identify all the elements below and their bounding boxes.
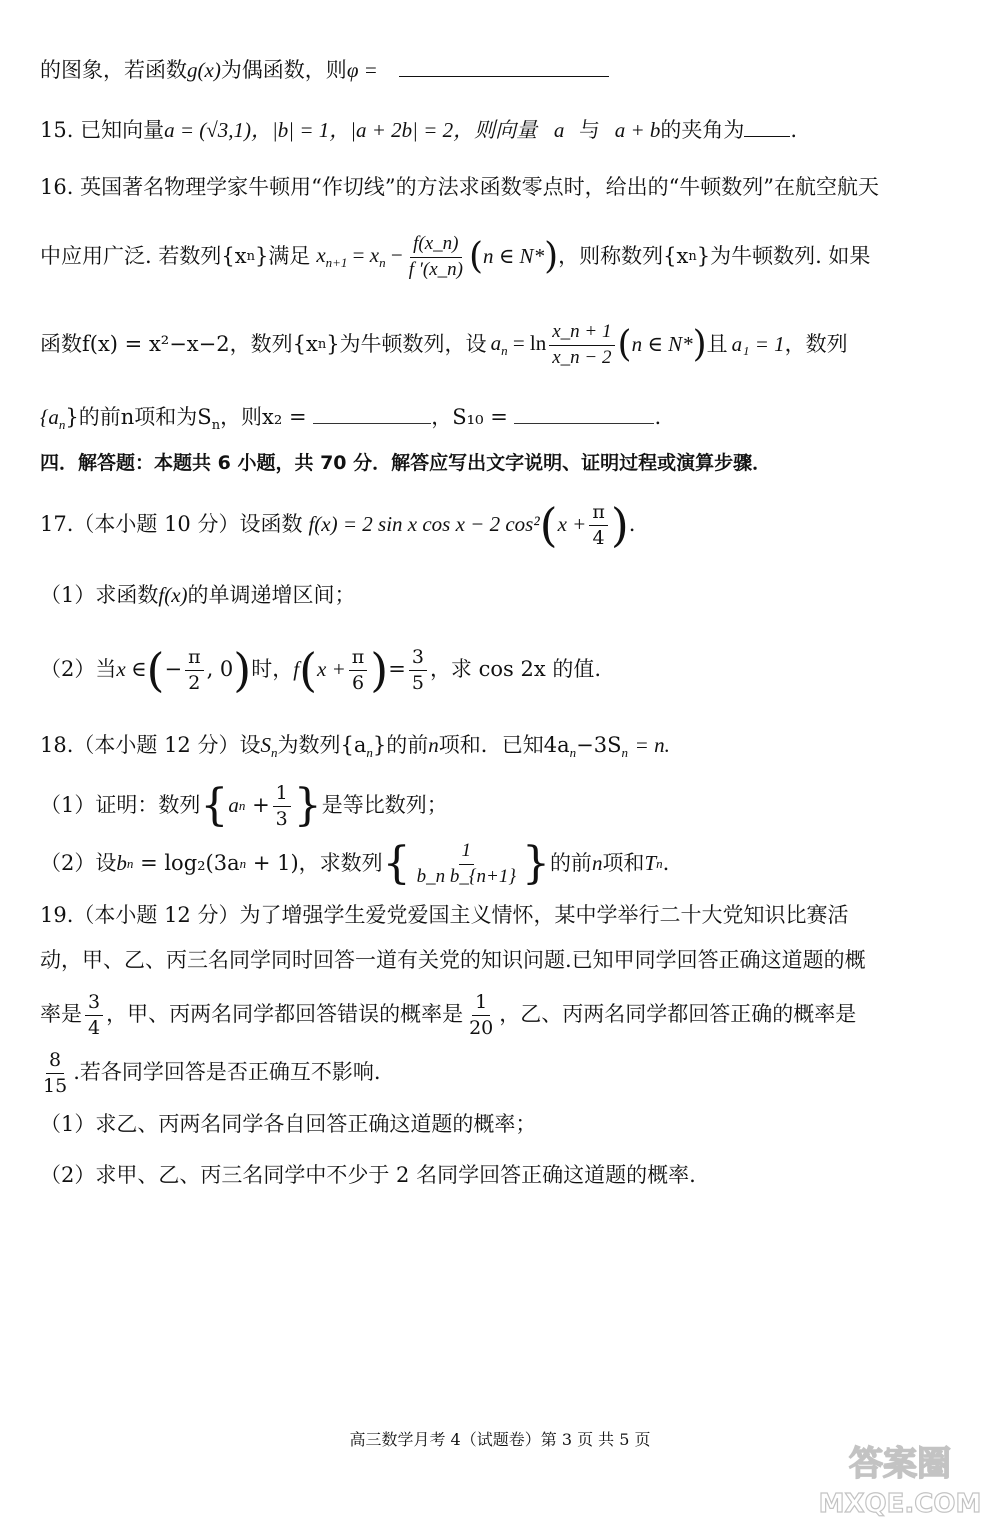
q17-function: f(x) = 2 sin x cos x − 2 cos² xyxy=(308,512,540,537)
q15-text: 已知向量 xyxy=(80,118,165,142)
svg-text:答案圈: 答案圈 xyxy=(849,1444,951,1484)
q15-text-end: 的夹角为 xyxy=(660,118,745,142)
q15-vector-a: a xyxy=(553,118,565,142)
q19-line-3: 率是 $\frac{3}{4}$ ，甲、丙两名同学都回答错误的概率是 $\frac{1}{20}$ ，乙、丙两名同学都回答正确的概率是 xyxy=(40,990,857,1039)
q15-vector-sum: a + b xyxy=(614,118,661,142)
svg-text:MXQE.COM: MXQE.COM xyxy=(818,1489,982,1519)
q17-2-domain: x ∈ xyxy=(116,657,147,682)
q16-period: . xyxy=(654,405,662,429)
q16-number: 16. xyxy=(40,175,74,199)
q16-text-3c: 且 xyxy=(706,332,728,357)
q19-part-2: （2）求甲、乙、丙三名同学中不少于 2 名同学回答正确这道题的概率. xyxy=(40,1163,696,1187)
q16-line-2: 中应用广泛. 若数列{x n }满足 $x_{n+1} = x_n$ − $\frac{f(x\_n)}{f '(x\_n)}$ ( n ∈ N* ) ，则称数列{x n }为牛顿数列. 如果 xyxy=(40,232,871,280)
q16-x2-label: ，则x₂ = xyxy=(220,405,307,429)
q16-text-2d: }为牛顿数列. 如果 xyxy=(696,244,871,269)
q16-text-2b: }满足 xyxy=(254,244,311,269)
q14-answer-blank xyxy=(399,76,609,77)
q16-sub-n: n xyxy=(246,249,255,265)
q16-newton-fraction: $\frac{f(x\_n)}{f '(x\_n)}$ xyxy=(408,232,463,280)
section-4-heading: 四．解答题：本题共 6 小题，共 70 分．解答应写出文字说明、证明过程或演算步骤． xyxy=(40,452,772,474)
q14-text-2: 为偶函数，则 xyxy=(220,58,347,82)
q16-s10-blank xyxy=(514,423,654,424)
q15-and: 与 xyxy=(579,118,601,142)
q16-a1: a₁ = 1 xyxy=(731,332,785,357)
q17-header: 17.（本小题 10 分）设函数 xyxy=(40,512,303,537)
page-footer: 高三数学月考 4（试题卷）第 3 页 共 5 页 xyxy=(349,1430,651,1449)
q18-1-one-third: $\frac{1}{3}$ xyxy=(273,782,291,831)
q16-recurrence: $x_{n+1} = x_n$ − xyxy=(316,243,403,271)
q16-line-3: 函数f(x) = x²−x−2，数列{x n }为牛顿数列，设 $a_n = \ln$ $\frac{x\_n + 1}{x\_n - 2}$ ( n ∈ N* ) 且 a₁ = 1 ，数列 xyxy=(40,320,848,368)
q17-2-pi-6: $\frac{\pi}{6}$ xyxy=(349,646,368,695)
q17-x-plus: x + xyxy=(557,512,587,537)
q18-header: 18.（本小题 12 分）设 xyxy=(40,733,261,757)
q16-text-2a: 中应用广泛. 若数列{x xyxy=(40,244,247,269)
q16-log-fraction: $\frac{x\_n + 1}{x\_n - 2}$ xyxy=(549,321,614,370)
q18-2-fraction: $\frac{1}{\text{b\_n b\_\{n+1\}}}$ xyxy=(416,839,516,887)
q17-2-three-fifths: $\frac{3}{5}$ xyxy=(409,646,427,695)
q16-an-def: $a_n = \ln$ xyxy=(490,331,547,359)
q17-pi-over-4: $\frac{\pi}{4}$ xyxy=(589,501,608,550)
q14-gx: g(x) xyxy=(187,58,221,82)
q18-line: 18.（本小题 12 分）设$S_n$为数列$\{a_n\}$的前n项和．已知$4a_n-3S_n = n$. xyxy=(40,733,670,761)
q16-text-4a: {a xyxy=(40,405,59,429)
q16-condition-2: n ∈ N* xyxy=(631,332,693,357)
q16-text-3a: 函数f(x) = x²−x−2，数列{x xyxy=(40,332,318,357)
q18-part-1: （1）证明：数列 { a n + $\frac{1}{3}$ } 是等比数列； xyxy=(40,780,448,831)
q19-three-quarters: $\frac{3}{4}$ xyxy=(85,991,103,1040)
q16-s10-label: ，S₁₀ = xyxy=(431,405,508,429)
q16-line-1 xyxy=(40,175,970,200)
q17-1-fx: f(x) xyxy=(158,583,188,607)
q19-eight-fifteenths: $\frac{8}{15}$ xyxy=(43,1048,68,1097)
q16-text-1: 英国著名物理学家牛顿用“作切线”的方法求函数零点时，给出的“牛顿数列”在航空航天 xyxy=(80,175,880,199)
q14-tail-line xyxy=(40,58,970,83)
q15-vector-conditions: a = (√3,1)，|b| = 1，|a + 2b| = 2，则向量 xyxy=(164,118,538,142)
q16-line-4: $\{a_n\}$的前n项和为$S_n$，则x₂ = ，S₁₀ = . xyxy=(40,405,662,434)
q15-period: . xyxy=(790,118,798,142)
q14-text: 的图象，若函数 xyxy=(40,58,187,82)
q17-line: 17.（本小题 10 分）设函数 f(x) = 2 sin x cos x − 2 cos² ( x + $\frac{\pi}{4}$ ) . xyxy=(40,498,636,552)
q16-text-4b: }的前n项和为S xyxy=(65,405,212,429)
q19-one-twentieth: $\frac{1}{20}$ xyxy=(469,990,494,1039)
q16-text-3d: ，数列 xyxy=(784,332,848,357)
q15-answer-blank xyxy=(744,136,790,137)
q17-part-2: （2）当 x ∈ ( − $\frac{\pi}{2}$ , 0 ) 时， f ( x + $\frac{\pi}{6}$ ) = $\frac{3}{5}$ ，求 cos 2x 的值. xyxy=(40,643,602,697)
q14-phi: φ = xyxy=(346,58,378,82)
q17-part-1: （1）求函数f(x)的单调递增区间； xyxy=(40,583,356,607)
q16-x2-blank xyxy=(313,423,431,424)
q16-condition: n ∈ N* xyxy=(483,244,545,269)
q18-part-2: （2）设 b n = log₂(3a n + 1)，求数列 { $\frac{1}{\text{b\_n b\_\{n+1\}}}$ } 的前 n 项和 T n . xyxy=(40,838,670,889)
q19-line-1: 19.（本小题 12 分）为了增强学生爱党爱国主义情怀，某中学举行二十大党知识比赛活 xyxy=(40,903,849,927)
q15-number: 15. xyxy=(40,118,74,142)
q15-line xyxy=(40,118,970,143)
q16-text-3b: }为牛顿数列，设 xyxy=(326,332,487,357)
q19-line-2: 动，甲、乙、丙三名同学同时回答一道有关党的知识问题.已知甲同学回答正确这道题的概 xyxy=(40,948,866,972)
q19-line-4: $\frac{8}{15}$ .若各同学回答是否正确互不影响. xyxy=(40,1045,970,1101)
q17-2-neg-pi-2: $\frac{\pi}{2}$ xyxy=(185,646,204,695)
watermark-logo xyxy=(810,1430,990,1520)
q16-text-2c: ，则称数列{x xyxy=(558,244,689,269)
q19-part-1: （1）求乙、丙两名同学各自回答正确这道题的概率； xyxy=(40,1112,537,1136)
